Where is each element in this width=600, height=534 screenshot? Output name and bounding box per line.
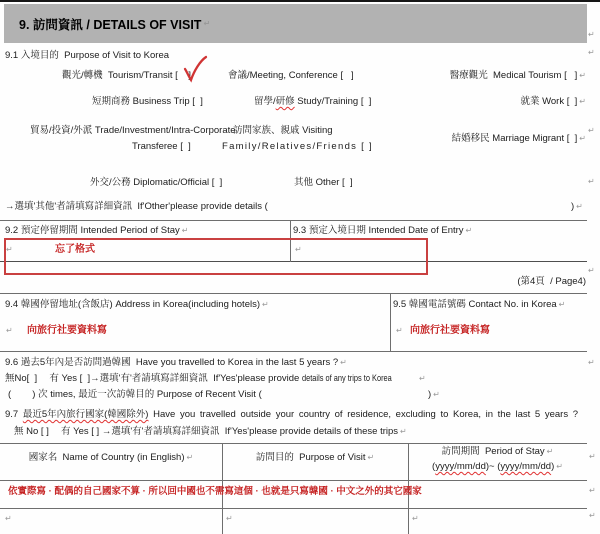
checkbox-diplomatic-official[interactable]: 外交/公務 Diplomatic/Official [ ] <box>90 177 223 188</box>
q97-question: 9.7 最近5年內旅行國家(韓國除外) Have you travelled outside your country of residence, excluding to Korea, in the last 5 years ? <box>5 409 579 420</box>
spellcheck-underline: 研修 <box>275 96 295 107</box>
paragraph-mark: ↵ <box>6 326 13 335</box>
trips-col-period-format: ( yyyy/mm/dd )~ ( yyyy/mm/dd ) ↵ <box>432 461 563 472</box>
paragraph-mark: ↵ <box>589 486 596 495</box>
paragraph-mark: ↵ <box>262 300 269 309</box>
paragraph-mark: ↵ <box>588 126 595 135</box>
paragraph-mark: ↵ <box>400 427 407 436</box>
paragraph-mark: ↵ <box>465 226 473 235</box>
q92-label: 9.2 預定停留期間 Intended Period of Stay ↵ <box>5 225 189 236</box>
recent-visit-purpose-field[interactable] <box>290 386 425 400</box>
checkbox-marriage-migrant[interactable]: 結婚移民 Marriage Migrant [ ] ↵ <box>451 133 586 144</box>
paragraph-mark: ↵ <box>546 447 554 456</box>
table-border <box>0 480 587 481</box>
paragraph-mark: ↵ <box>367 453 375 462</box>
q97-answer-line[interactable]: 無 No [ ] 有 Yes [ ] →選填'有'者請填寫詳細資訊 If'Yes'please provide details of these trips ↵ <box>14 426 407 437</box>
table-border <box>390 293 391 351</box>
q96-question: 9.6 過去5年內是否訪問過韓國 Have you travelled to Korea in the last 5 years ? ↵ <box>5 357 347 368</box>
paragraph-mark: ↵ <box>181 226 189 235</box>
checkbox-work[interactable]: 就業 Work [ ] ↵ <box>520 96 586 107</box>
q91-heading: 9.1 入境目的 Purpose of Visit to Korea <box>5 50 170 61</box>
table-border <box>0 443 587 444</box>
q95-label: 9.5 韓國電話號碼 Contact No. in Korea ↵ <box>393 299 566 310</box>
red-checkmark-icon <box>182 55 210 85</box>
q94-annotation: 向旅行社要資料寫 <box>27 325 107 336</box>
checkbox-meeting-conference[interactable]: 會議/Meeting, Conference [ ] <box>228 70 354 81</box>
trip-period-cell[interactable] <box>409 509 587 534</box>
trips-col-period-header: 訪問期間 Period of Stay ↵ <box>441 446 554 457</box>
q92-annotation: 忘了格式 <box>55 244 95 255</box>
other-details-close: ) ↵ <box>571 201 583 212</box>
paragraph-mark: ↵ <box>579 134 586 143</box>
trip-country-cell[interactable] <box>0 509 221 534</box>
paragraph-mark: ↵ <box>588 30 595 39</box>
q96-recent-visit-label: ( ) 次 times, 最近一次訪韓目的 Purpose of Recent Visit ( <box>8 389 262 400</box>
page-number-note: (第4頁 / Page4) <box>517 276 586 287</box>
checkbox-other[interactable]: 其他 Other [ ] <box>294 177 353 188</box>
checkbox-business-trip[interactable]: 短期商務 Business Trip [ ] <box>92 96 203 107</box>
checkbox-visiting-family-bracket[interactable]: Family/Relatives/Friends [ ] <box>222 141 373 152</box>
paragraph-mark: ↵ <box>419 374 426 383</box>
paragraph-mark: ↵ <box>588 266 595 275</box>
paragraph-mark: ↵ <box>589 511 596 520</box>
paragraph-mark: ↵ <box>588 358 595 367</box>
paragraph-mark: ↵ <box>203 19 211 28</box>
paragraph-mark: ↵ <box>579 97 586 106</box>
paragraph-mark: ↵ <box>295 245 302 254</box>
paragraph-mark: ↵ <box>589 452 596 461</box>
section-title: 9. 訪問資訊 / DETAILS OF VISIT <box>19 17 202 32</box>
other-details-field[interactable] <box>370 198 565 212</box>
checkbox-tourism-transit[interactable]: 觀光/轉機 Tourism/Transit [ ] <box>62 70 191 81</box>
table-border <box>0 220 587 221</box>
checkbox-medical-tourism[interactable]: 醫療觀光 Medical Tourism [ ] ↵ <box>449 70 586 81</box>
spellcheck-underline: 最近5年內旅行國家(韓國除外) <box>22 409 149 420</box>
spellcheck-underline: yyyy/mm/dd <box>435 461 486 472</box>
paragraph-mark: ↵ <box>588 48 595 57</box>
spellcheck-underline: yyyy/mm/dd <box>500 461 552 472</box>
q95-annotation: 向旅行社要資料寫 <box>410 325 490 336</box>
paragraph-mark: ↵ <box>433 390 440 399</box>
checkbox-trade-investment-bracket[interactable]: Transferee [ ] <box>132 141 191 152</box>
paragraph-mark: ↵ <box>226 514 233 523</box>
paragraph-mark: ↵ <box>5 514 12 523</box>
trips-col-country-header: 國家名 Name of Country (in English) ↵ <box>28 452 194 463</box>
paragraph-mark: ↵ <box>556 462 563 471</box>
section-header-bar <box>4 4 587 43</box>
paragraph-mark: ↵ <box>588 177 595 186</box>
address-in-korea-field[interactable] <box>5 318 385 346</box>
q94-label: 9.4 韓國停留地址(含飯店) Address in Korea(including hotels) ↵ <box>5 299 269 310</box>
paragraph-mark: ↵ <box>340 358 347 367</box>
table-border <box>0 351 587 352</box>
q96-answer-line[interactable]: 無No[ ] 有 Yes [ ]→選填'有'者請填寫詳細資訊 If'Yes'please provide details of any trips to Korea ↵ <box>5 373 426 384</box>
other-details-label: →選填'其他'者請填寫詳細資訊 If'Other'please provide details ( <box>5 201 268 212</box>
trips-annotation: 依實際寫 · 配偶的自己國家不算 · 所以回中國也不需寫這個 · 也就是只寫韓國 · 中文之外的其它國家 <box>8 486 422 497</box>
q93-label: 9.3 預定入境日期 Intended Date of Entry ↵ <box>293 225 473 236</box>
paragraph-mark: ↵ <box>558 300 566 309</box>
paragraph-mark: ↵ <box>396 326 403 335</box>
checkbox-visiting-family-label[interactable]: 訪問家族、親戚 Visiting <box>233 125 333 136</box>
paragraph-mark: ↵ <box>412 514 419 523</box>
checkbox-study-training[interactable]: 留學/ 研修 Study/Training [ ] <box>254 96 372 107</box>
trips-col-purpose-header: 訪問目的 Purpose of Visit ↵ <box>255 452 375 463</box>
paragraph-mark: ↵ <box>576 202 583 211</box>
contact-no-field[interactable] <box>395 318 580 346</box>
paragraph-mark: ↵ <box>186 453 194 462</box>
paragraph-mark: ↵ <box>6 245 13 254</box>
paragraph-mark: ↵ <box>579 71 586 80</box>
page-top-rule <box>0 0 600 2</box>
checkbox-trade-investment-label[interactable]: 貿易/投資/外派 Trade/Investment/Intra-Corporate <box>30 125 236 136</box>
q96-recent-visit-close: ) ↵ <box>428 389 440 400</box>
table-border <box>0 293 587 294</box>
trip-purpose-cell[interactable] <box>223 509 407 534</box>
